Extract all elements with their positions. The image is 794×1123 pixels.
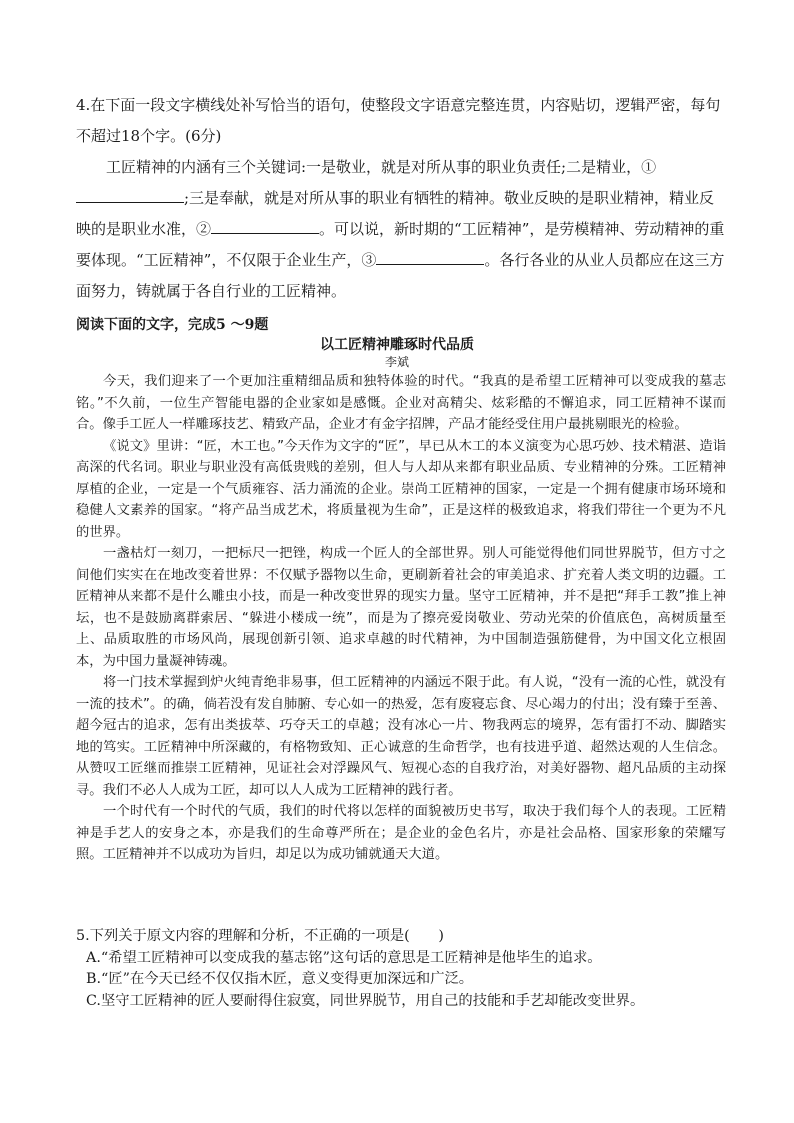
question-4-passage bbox=[76, 152, 728, 307]
passage-part-1: 工匠精神的内涵有三个关键词:一是敬业，就是对所从事的职业负责任;二是精业， bbox=[106, 158, 642, 176]
article-body bbox=[76, 371, 726, 866]
passage-part-3: 。可以说，新时期的“工匠精神”，是劳模精神、劳动精神的重要体现。“工匠精神”，不仅限于企业生产， bbox=[76, 220, 725, 269]
question-4 bbox=[76, 90, 728, 307]
reading-instruction: 阅读下面的文字，完成5 ～9题 bbox=[76, 317, 269, 333]
blank-3-marker: ③ bbox=[361, 251, 377, 269]
article-author: 李斌 bbox=[384, 355, 409, 369]
option-c[interactable]: C.坚守工匠精神的匠人要耐得住寂寞，同世界脱节，用自己的技能和手艺却能改变世界。 bbox=[86, 992, 645, 1009]
article-paragraph: 今天，我们迎来了一个更加注重精细品质和独特体验的时代。“我真的是希望工匠精神可以变成我的墓志铭。”不久前，一位生产智能电器的企业家如是感慨。企业对高精尖、炫彩酷的不懈追求，同工匠精神不谋而合。像手工匠人一样雕琢技艺、精致产品，企业才有金字招牌，产品才能经受住用户最挑剔眼光的检验。 bbox=[76, 374, 726, 432]
question-4-stem: 4.在下面一段文字横线处补写恰当的语句，使整段文字语意完整连贯，内容贴切，逻辑严密，每句不超过18个字。(6分) bbox=[76, 96, 721, 145]
blank-1-marker: ① bbox=[641, 158, 657, 176]
answer-blank-2[interactable] bbox=[211, 217, 319, 234]
passage-part-4: 。各行各业的从业人员都应在这三方面努力，铸就属于各自行业的工匠精神。 bbox=[76, 251, 725, 300]
article-paragraph: 将一门技术掌握到炉火纯青绝非易事，但工匠精神的内涵远不限于此。有人说，“没有一流的心性，就没有一流的技术”。的确，倘若没有发自肺腑、专心如一的热爱，怎有废寝忘食、尽心竭力的付出；没有臻于至善、超今冠古的追求，怎有出类拔萃、巧夺天工的卓越；没有冰心一片、物我两忘的境界，怎有雷打不动、脚踏实地的笃实。工匠精神中所深藏的，有格物致知、正心诚意的生命哲学，也有技进乎道、超然达观的人生信念。从赞叹工匠继而推崇工匠精神，见证社会对浮躁风气、短视心态的自我疗治，对美好器物、超凡品质的主动探寻。我们不必人人成为工匠，却可以人人成为工匠精神的践行者。 bbox=[76, 675, 726, 798]
article-paragraph: 《说文》里讲：“匠，木工也。”今天作为文字的“匠”，早已从木工的本义演变为心思巧妙、技术精湛、造诣高深的代名词。职业与职业没有高低贵贱的差别，但人与人却从来都有职业品质、专业精神的分殊。工匠精神厚植的企业，一定是一个气质雍容、活力涌流的企业。崇尚工匠精神的国家，一定是一个拥有健康市场环境和稳健人文素养的国家。“将产品当成艺术，将质量视为生命”，正是这样的极致追求，将我们带往一个更为不凡的世界。 bbox=[76, 438, 726, 540]
article-paragraph: 一个时代有一个时代的气质，我们的时代将以怎样的面貌被历史书写，取决于我们每个人的表现。工匠精神是手艺人的安身之本，亦是我们的生命尊严所在；是企业的金色名片，亦是社会品格、国家形象的荣耀写照。工匠精神并不以成功为旨归，却足以为成功铺就通天大道。 bbox=[76, 804, 726, 862]
question-5 bbox=[76, 926, 726, 1012]
answer-blank-3[interactable] bbox=[376, 248, 484, 265]
answer-blank-1[interactable] bbox=[76, 186, 184, 203]
question-5-stem: 5.下列关于原文内容的理解和分析，不正确的一项是( ) bbox=[76, 928, 444, 944]
option-a[interactable]: A.“希望工匠精神可以变成我的墓志铭”这句话的意思是工匠精神是他毕生的追求。 bbox=[86, 949, 602, 966]
blank-2-marker: ② bbox=[196, 220, 212, 238]
option-b[interactable]: B.“匠”在今天已经不仅仅指木匠，意义变得更加深远和广泛。 bbox=[86, 971, 474, 987]
passage-part-2: ;三是奉献，就是对所从事的职业有牺牲的精神。敬业反映的是职业精神，精业反映的是职业水准， bbox=[76, 189, 715, 238]
article-paragraph: 一盏枯灯一刻刀，一把标尺一把锉，构成一个匠人的全部世界。别人可能觉得他们同世界脱节，但方寸之间他们实实在在地改变着世界：不仅赋予器物以生命，更刷新着社会的审美追求、扩充着人类文明的边疆。工匠精神从来都不是什么雕虫小技，而是一种改变世界的现实力量。坚守工匠精神，并不是把“拜手工教”推上神坛，也不是鼓励离群索居、“躲进小楼成一统”，而是为了擦亮爱岗敬业、劳动光荣的价值底色，高树质量至上、品质取胜的市场风尚，展现创新引领、追求卓越的时代精神，为中国制造强筋健骨，为中国文化立根固本，为中国力量凝神铸魂。 bbox=[76, 546, 726, 669]
article-title: 以工匠精神雕琢时代品质 bbox=[320, 337, 474, 353]
